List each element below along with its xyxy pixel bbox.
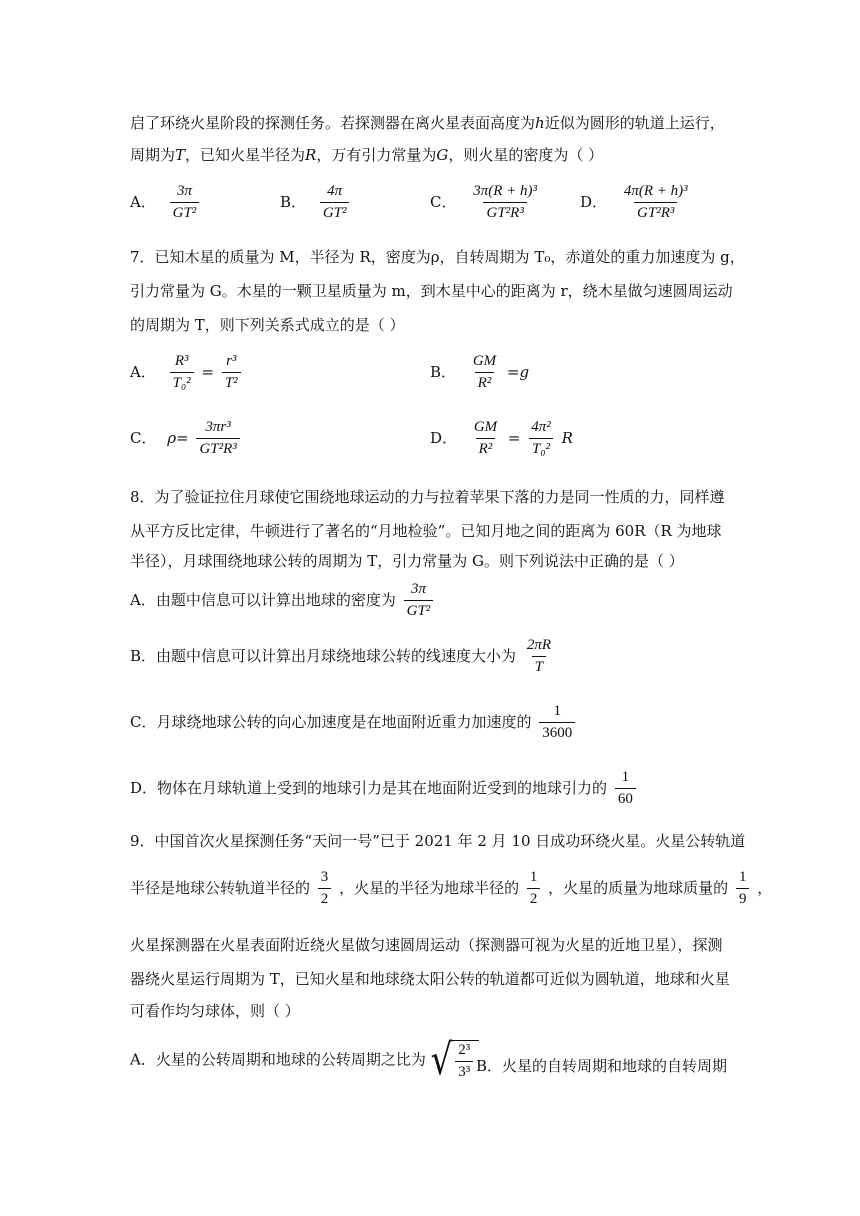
q6-option-a[interactable]: A． $\frac{3\pi}{\text{GT²}}$ bbox=[130, 184, 202, 222]
q6-option-d[interactable]: D． $\frac{\text{4π(R + h)³}}{\text{GT²R³}}$ bbox=[580, 183, 688, 221]
q7-option-b[interactable]: B． $\frac{GM}{\text{R²}}$ =g bbox=[430, 353, 530, 391]
q8-option-d[interactable]: D．物体在月球轨道上受到的地球引力是其在地面附近受到的地球引力的 $\frac{1}{60}$ bbox=[130, 770, 639, 808]
q9-stem-line4: 器绕火星运行周期为 T，已知火星和地球绕太阳公转的轨道都可近似为圆轨道，地球和火星 bbox=[130, 970, 730, 988]
q6-option-b[interactable]: B． $\frac{4\pi}{\text{GT²}}$ bbox=[280, 184, 352, 222]
q9-option-a[interactable]: A．火星的公转周期和地球的公转周期之比为 √ $\frac{\text{2³}}{\text{3³}}$ bbox=[130, 1040, 479, 1081]
q9-stem-line3: 火星探测器在火星表面附近绕火星做匀速圆周运动（探测器可视为火星的近地卫星），探测 bbox=[130, 936, 723, 954]
q9-stem-line5: 可看作均匀球体，则（ ） bbox=[130, 1002, 300, 1020]
q8-option-c[interactable]: C．月球绕地球公转的向心加速度是在地面附近重力加速度的 $\frac{1}{3600}$ bbox=[130, 704, 578, 742]
q9-option-b[interactable]: B．火星的自转周期和地球的自转周期 bbox=[476, 1057, 728, 1075]
q8-stem-line3: 半径），月球围绕地球公转的周期为 T，引力常量为 G。则下列说法中正确的是（ ） bbox=[130, 552, 684, 570]
q7-stem-line1: 7．已知木星的质量为 M，半径为 R，密度为ρ，自转周期为 T₀，赤道处的重力加速度为 g， bbox=[130, 248, 745, 266]
q6-stem-line1: 启了环绕火星阶段的探测任务。若探测器在离火星表面高度为h近似为圆形的轨道上运行， bbox=[130, 114, 725, 132]
q7-option-c[interactable]: C． ρ= $\frac{\text{3πr³}}{\text{GT²R³}}$ bbox=[130, 420, 243, 458]
q8-stem-line1: 8．为了验证拉住月球使它围绕地球运动的力与拉着苹果下落的力是同一性质的力，同样遵 bbox=[130, 488, 725, 506]
q8-stem-line2: 从平方反比定律，牛顿进行了著名的“月地检验”。已知月地之间的距离为 60R（R 为地球 bbox=[130, 522, 722, 540]
q6-stem-line2: 周期为T，已知火星半径为R，万有引力常量为G，则火星的密度为（ ） bbox=[130, 146, 604, 164]
q6-option-c[interactable]: C． $\frac{\text{3π(R + h)³}}{\text{GT²R³}}$ bbox=[430, 183, 538, 221]
sqrt-symbol: √ $\frac{\text{2³}}{\text{3³}}$ bbox=[431, 1040, 480, 1081]
q7-option-d[interactable]: D． $\frac{GM}{\text{R²}}$ = $\frac{\text{4π²}}{\text{T₀²}}$ R bbox=[430, 419, 573, 457]
q9-stem-line1: 9．中国首次火星探测任务“天问一号”已于 2021 年 2 月 10 日成功环绕火星。火星公转轨道 bbox=[130, 832, 746, 850]
q8-option-a[interactable]: A．由题中信息可以计算出地球的密度为 $\frac{3\pi}{\text{GT²}}$ bbox=[130, 582, 436, 620]
q7-stem-line2: 引力常量为 G。木星的一颗卫星质量为 m，到木星中心的距离为 r，绕木星做匀速圆周运动 bbox=[130, 282, 733, 300]
q7-stem-line3: 的周期为 T，则下列关系式成立的是（ ） bbox=[130, 316, 405, 334]
q8-option-b[interactable]: B．由题中信息可以计算出月球绕地球公转的线速度大小为 $\frac{2\pi R}{T}$ bbox=[130, 637, 551, 675]
q7-option-a[interactable]: A． $\frac{\text{R³}}{\text{T₀²}}$ = $\frac{\text{r³}}{\text{T²}}$ bbox=[130, 354, 244, 392]
q9-stem-line2: 半径是地球公转轨道半径的 $\frac{3}{2}$ ，火星的半径为地球半径的 $\frac{1}{2}$ ，火星的质量为地球质量的 $\frac{1}{9}$ ， bbox=[130, 869, 773, 907]
